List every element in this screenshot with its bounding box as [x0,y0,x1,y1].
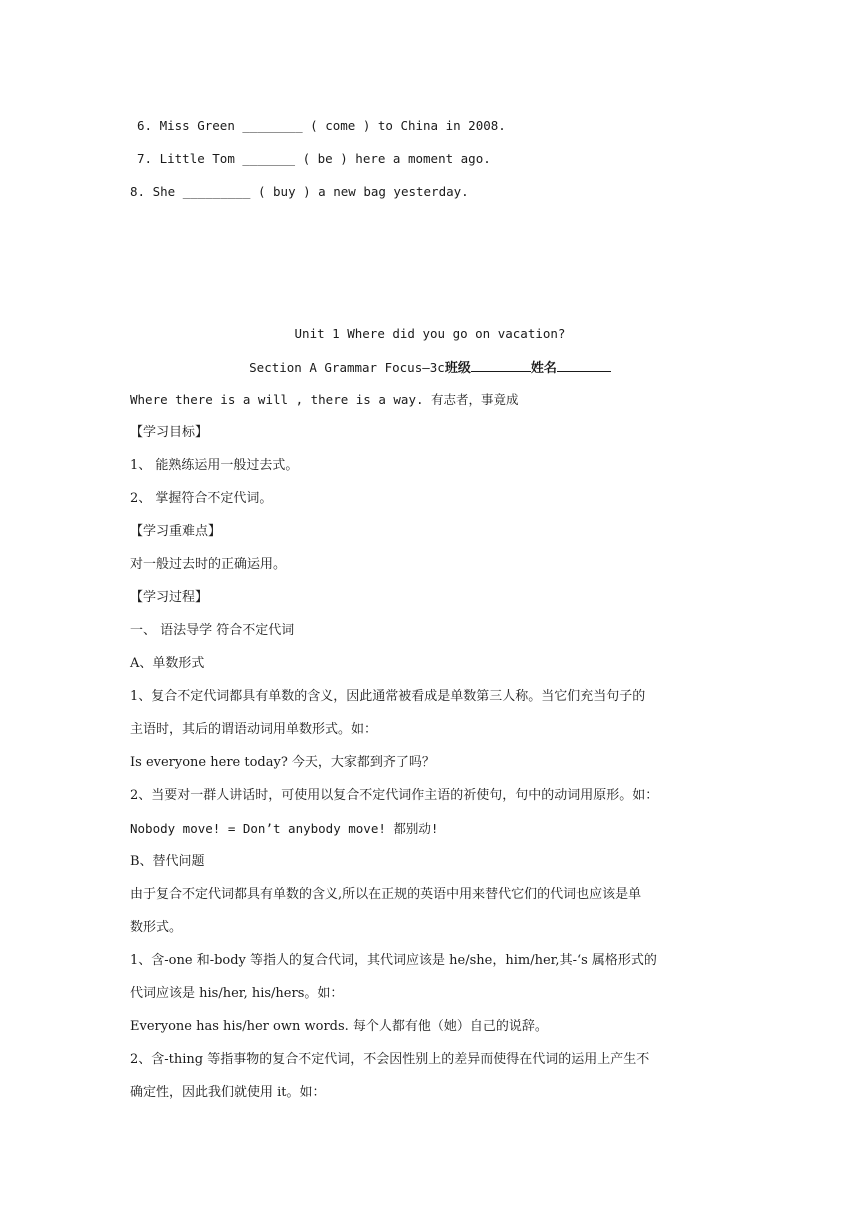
section-b-heading: B、替代问题 [130,854,205,869]
exercise-rest: ( buy ) a new bag yesterday. [257,184,469,199]
exercise-subject: Little Tom [159,151,235,166]
unit-title: Unit 1 Where did you go on vacation? [294,326,566,341]
difficulty-header: 【学习重难点】 [130,524,222,539]
section-subtitle [0,358,860,378]
paragraph-line: 2、含-thing 等指事物的复合不定代词，不会因性别上的差异而使得在代词的运用上产生不 [130,1052,650,1067]
goals-header: 【学习目标】 [130,425,209,440]
paragraph-line: 由于复合不定代词都具有单数的含义,所以在正规的英语中用来替代它们的代词也应该是单 [130,887,642,902]
paragraph-line: 代词应该是 his/her, his/hers。如： [130,986,344,1001]
answer-blank: ________ [242,118,303,133]
paragraph-line: 数形式。 [130,920,183,935]
exercise-6 [137,117,506,135]
example-sentence: Is everyone here today? 今天，大家都到齐了吗？ [130,755,435,770]
exercise-7 [137,150,491,168]
example-sentence: Everyone has his/her own words. 每个人都有他（她）自己的说辞。 [130,1019,548,1034]
difficulty-text: 对一般过去时的正确运用。 [130,557,287,572]
class-blank [471,358,531,372]
motto: Where there is a will , there is a way. 有志者，事竟成 [130,392,519,407]
name-blank [557,358,611,372]
exercise-rest: ( be ) here a moment ago. [302,151,491,166]
part-title: 一、 语法导学 符合不定代词 [130,623,295,638]
process-header: 【学习过程】 [130,590,209,605]
section-a-heading: A、单数形式 [130,656,205,671]
exercise-8 [130,183,469,201]
example-sentence: Nobody move! = Don’t anybody move! 都别动! [130,821,439,836]
paragraph-line: 1、复合不定代词都具有单数的含义，因此通常被看成是单数第三人称。当它们充当句子的 [130,689,646,704]
exercise-subject: Miss Green [159,118,235,133]
name-label: 姓名 [530,361,557,376]
exercise-number: 6. [137,118,153,133]
paragraph-line: 1、含-one 和-body 等指人的复合代词，其代词应该是 he/she，him/her,其-‘s 属格形式的 [130,953,657,968]
exercise-number: 8. [130,184,146,199]
exercise-rest: ( come ) to China in 2008. [310,118,506,133]
paragraph-line: 主语时，其后的谓语动词用单数形式。如： [130,722,378,737]
paragraph-line: 确定性，因此我们就使用 it。如： [130,1085,326,1100]
answer-blank: _________ [182,184,251,199]
paragraph-line: 2、当要对一群人讲话时，可使用以复合不定代词作主语的祈使句，句中的动词用原形。如： [130,788,659,803]
answer-blank: _______ [242,151,296,166]
section-label: Section A Grammar Focus—3c [249,360,445,375]
class-label: 班级 [444,361,471,376]
goal-item: 1、 能熟练运用一般过去式。 [130,458,299,473]
exercise-number: 7. [137,151,153,166]
goal-item: 2、 掌握符合不定代词。 [130,491,273,506]
exercise-subject: She [152,184,176,199]
